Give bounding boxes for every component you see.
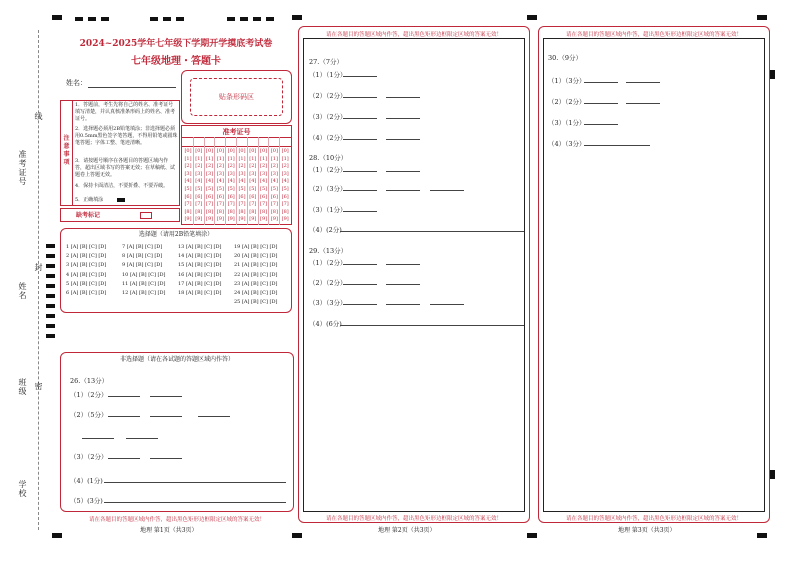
exam-id-digit-bubble[interactable]: [4] (184, 178, 192, 185)
exam-id-digit-bubble[interactable]: [3] (227, 170, 235, 177)
exam-id-digit-bubble[interactable]: [0] (206, 148, 214, 154)
exam-id-digit-bubble[interactable]: [0] (260, 148, 268, 154)
page-footer: 地理 第1页（共3页） (140, 527, 198, 534)
choice-question[interactable]: 5 [A] [B] [C] [D] (66, 280, 107, 287)
answer-line[interactable] (150, 452, 182, 459)
q26-part5: （5）(3分) (70, 497, 103, 505)
answer-line[interactable] (584, 139, 650, 146)
exam-id-digit-bubble[interactable]: [2] (260, 163, 268, 170)
exam-title: 2024~2025学年七年级下学期开学摸底考试卷 (79, 39, 273, 49)
exam-id-digit-bubble[interactable]: [5] (184, 186, 192, 192)
exam-id-digit-bubble[interactable]: [6] (249, 193, 257, 200)
notes-title: 注意事项 (63, 135, 70, 166)
exam-id-digit-bubble[interactable]: [6] (216, 193, 224, 200)
exam-id-digit-bubble[interactable]: [5] (270, 186, 278, 192)
exam-id-digit-bubble[interactable]: [2] (216, 163, 224, 170)
answer-line[interactable] (108, 452, 140, 459)
name-field[interactable] (88, 80, 176, 88)
exam-id-digit-bubble[interactable]: [2] (249, 163, 257, 170)
registration-mark (176, 17, 184, 21)
registration-mark (46, 294, 55, 298)
exam-id-digit-bubble[interactable]: [3] (206, 170, 214, 177)
answer-line[interactable] (626, 97, 660, 104)
exam-id-digit-bubble[interactable]: [3] (238, 170, 246, 177)
exam-id-title: 准考证号 (222, 127, 251, 136)
exam-id-digit-bubble[interactable]: [9] (260, 216, 268, 223)
exam-id-digit-bubble[interactable]: [0] (184, 148, 192, 154)
exam-id-digit-bubble[interactable]: [0] (195, 148, 203, 154)
exam-id-digit-bubble[interactable]: [1] (249, 155, 257, 162)
exam-id-digit-bubble[interactable]: [7] (216, 201, 224, 208)
exam-id-digit-bubble[interactable]: [1] (206, 155, 214, 162)
exam-id-digit-bubble[interactable]: [5] (260, 186, 268, 192)
q28-part3: （3）（1分） (309, 206, 347, 214)
exam-id-digit-bubble[interactable]: [5] (206, 186, 214, 192)
exam-id-digit-bubble[interactable]: [5] (249, 186, 257, 192)
answer-line[interactable] (584, 118, 618, 125)
exam-id-digit-bubble[interactable]: [8] (216, 208, 224, 215)
registration-mark (52, 533, 62, 538)
exam-id-digit-bubble[interactable]: [8] (260, 208, 268, 215)
warning-text: 请在各题目的答题区域内作答，超出黑色矩形边框限定区域的答案无效！ (325, 516, 502, 522)
answer-line[interactable] (150, 390, 182, 397)
exam-id-digit-bubble[interactable]: [3] (195, 170, 203, 177)
name-label: 姓名： (66, 79, 87, 87)
nonchoice-title: 非选择题（请在各试题的答题区域内作答） (119, 356, 234, 363)
exam-id-digit-bubble[interactable]: [4] (206, 178, 214, 185)
answer-line[interactable] (343, 70, 377, 77)
warning-text: 请在各题目的答题区域内作答，超出黑色矩形边框限定区域的答案无效！ (325, 32, 502, 38)
page-footer: 地理 第3页（共3页） (618, 527, 676, 534)
answer-line[interactable] (82, 432, 114, 439)
choice-question[interactable]: 19 [A] [B] [C] [D] (234, 244, 278, 250)
note-1: 1．答题前，考生先将自己的姓名、准考证号填写清楚，并认真核准条形码上的姓名、准考证号。 (75, 102, 176, 122)
answer-line[interactable] (584, 76, 618, 83)
q29-part3: （3）（3分） (309, 299, 347, 307)
exam-id-digit-bubble[interactable]: [6] (195, 193, 203, 200)
q30-part4: （4）（3分） (548, 140, 586, 148)
registration-mark (46, 324, 55, 328)
q28-head: 28.（10分） (309, 154, 348, 162)
answer-line[interactable] (430, 184, 464, 191)
exam-id-digit-bubble[interactable]: [6] (184, 193, 192, 200)
exam-id-digit-bubble[interactable]: [8] (184, 208, 192, 215)
answer-line[interactable] (343, 165, 377, 172)
registration-mark (757, 15, 767, 20)
warning-text: 请在各题目的答题区域内作答，超出黑色矩形边框限定区域的答案无效！ (88, 517, 265, 523)
answer-line[interactable] (584, 97, 618, 104)
filled-example (117, 198, 125, 202)
exam-id-digit-bubble[interactable]: [8] (281, 208, 289, 215)
exam-id-digit-bubble[interactable]: [5] (195, 186, 203, 192)
exam-id-digit-bubble[interactable]: [0] (216, 148, 224, 154)
choice-question[interactable]: 8 [A] [B] [C] [D] (122, 253, 163, 260)
choice-question[interactable]: 4 [A] [B] [C] [D] (66, 271, 107, 278)
choice-question[interactable]: 18 [A] [B] [C] [D] (178, 290, 222, 296)
registration-mark (227, 17, 235, 21)
choice-question[interactable]: 24 [A] [B] [C] [D] (234, 290, 278, 296)
choice-question[interactable]: 13 [A] [B] [C] [D] (178, 244, 222, 250)
exam-id-digit-bubble[interactable]: [2] (270, 163, 278, 170)
exam-id-digit-bubble[interactable]: [7] (195, 201, 203, 208)
answer-line[interactable] (430, 298, 464, 305)
choice-title: 选择题（请用2B铅笔填涂） (138, 231, 214, 238)
registration-mark (101, 17, 109, 21)
registration-mark (150, 17, 158, 21)
answer-line[interactable] (126, 432, 158, 439)
q28-part4: （4）(2分) (309, 226, 342, 234)
exam-id-digit-bubble[interactable]: [7] (270, 201, 278, 208)
choice-question[interactable]: 21 [A] [B] [C] [D] (234, 262, 278, 269)
exam-id-digit-bubble[interactable]: [9] (227, 216, 235, 223)
registration-mark (163, 17, 171, 21)
exam-id-digit-bubble[interactable]: [9] (195, 216, 203, 223)
answer-line[interactable] (343, 133, 377, 140)
q29-part4: （4）(6分) (309, 320, 342, 328)
exam-id-digit-bubble[interactable]: [7] (249, 201, 257, 208)
exam-id-digit-bubble[interactable]: [9] (184, 216, 192, 223)
exam-id-digit-bubble[interactable]: [8] (270, 208, 278, 215)
exam-id-digit-bubble[interactable]: [3] (270, 170, 278, 177)
exam-id-digit-bubble[interactable]: [4] (238, 178, 246, 185)
q26-head: 26.（13分） (70, 377, 109, 385)
q27-part1: （1）（1分） (309, 71, 347, 79)
note-3: 3．请按题号顺序在各题目的答题区域内作答，超出区域书写的答案无效；在草稿纸、试题卷上答题无效。 (75, 158, 176, 178)
exam-id-digit-bubble[interactable]: [4] (270, 178, 278, 185)
exam-id-digit-bubble[interactable]: [8] (195, 208, 203, 215)
answer-line[interactable] (343, 278, 377, 285)
warning-text: 请在各题目的答题区域内作答，超出黑色矩形边框限定区域的答案无效！ (565, 32, 742, 38)
exam-id-digit-bubble[interactable]: [7] (206, 201, 214, 208)
choice-question[interactable]: 9 [A] [B] [C] [D] (122, 262, 163, 269)
barcode-label: 贴条形码区 (219, 93, 254, 101)
notes-divider (72, 100, 73, 206)
exam-id-digit-bubble[interactable]: [6] (260, 193, 268, 200)
answer-line[interactable] (343, 258, 377, 265)
exam-id-digit-bubble[interactable]: [6] (227, 193, 235, 200)
registration-mark (292, 15, 302, 20)
registration-mark (46, 244, 55, 248)
side-class-label: 班级 (18, 378, 27, 396)
q27-head: 27.（7分） (309, 58, 343, 66)
exam-id-digit-bubble[interactable]: [9] (281, 216, 289, 223)
exam-id-digit-bubble[interactable]: [2] (206, 163, 214, 170)
q29-head: 29.（13分） (309, 247, 348, 255)
registration-mark (46, 304, 55, 308)
exam-id-digit-bubble[interactable]: [1] (195, 155, 203, 162)
q27-part4: （4）（2分） (309, 134, 347, 142)
exam-id-digit-bubble[interactable]: [2] (227, 163, 235, 170)
exam-id-digit-bubble[interactable]: [9] (216, 216, 224, 223)
choice-question[interactable]: 12 [A] [B] [C] [D] (122, 290, 166, 296)
choice-question[interactable]: 23 [A] [B] [C] [D] (234, 280, 278, 287)
registration-mark (757, 533, 767, 538)
exam-id-digit-bubble[interactable]: [3] (281, 170, 289, 177)
registration-mark (240, 17, 248, 21)
answer-line[interactable] (386, 165, 420, 172)
exam-id-digit-bubble[interactable]: [4] (216, 178, 224, 185)
exam-id-digit-bubble[interactable]: [0] (249, 148, 257, 154)
registration-mark (527, 533, 537, 538)
registration-mark (75, 17, 83, 21)
exam-id-digit-bubble[interactable]: [3] (184, 170, 192, 177)
q27-part3: （3）（2分） (309, 113, 347, 121)
exam-id-digit-bubble[interactable]: [3] (216, 170, 224, 177)
registration-mark (46, 284, 55, 288)
exam-id-digit-bubble[interactable]: [9] (206, 216, 214, 223)
exam-id-digit-bubble[interactable]: [3] (260, 170, 268, 177)
registration-mark (46, 264, 55, 268)
exam-id-digit-bubble[interactable]: [2] (238, 163, 246, 170)
choice-question[interactable]: 22 [A] [B] [C] [D] (234, 271, 278, 278)
answer-line[interactable] (386, 112, 420, 119)
exam-id-digit-bubble[interactable]: [4] (227, 178, 235, 185)
answer-line[interactable] (104, 476, 286, 483)
q29-part2: （2）（2分） (309, 279, 347, 287)
exam-id-digit-bubble[interactable]: [6] (270, 193, 278, 200)
answer-line[interactable] (343, 205, 377, 212)
answer-line[interactable] (343, 91, 377, 98)
exam-id-digit-bubble[interactable]: [7] (184, 201, 192, 208)
exam-id-digit-bubble[interactable]: [2] (184, 163, 192, 170)
choice-question[interactable]: 14 [A] [B] [C] [D] (178, 253, 222, 260)
exam-id-digit-bubble[interactable]: [1] (270, 155, 278, 162)
answer-line[interactable] (386, 91, 420, 98)
exam-id-digit-bubble[interactable]: [6] (238, 193, 246, 200)
q30-part2: （2）（2分） (548, 98, 586, 106)
choice-question[interactable]: 1 [A] [B] [C] [D] (66, 244, 107, 250)
exam-id-digit-bubble[interactable]: [8] (249, 208, 257, 215)
q27-part2: （2）（2分） (309, 92, 347, 100)
q30-head: 30.（9分） (548, 54, 582, 62)
q26-part4: （4）(1分) (70, 477, 103, 485)
answer-line[interactable] (340, 225, 524, 232)
exam-id-digit-bubble[interactable]: [2] (195, 163, 203, 170)
exam-id-digit-bubble[interactable]: [0] (270, 148, 278, 154)
q26-part1: （1）（2分） (70, 391, 108, 399)
page-footer: 地理 第2页（共3页） (378, 527, 436, 534)
q28-part2: （2）（3分） (309, 185, 347, 193)
side-exam-no-label: 准考证号 (18, 150, 27, 186)
absent-checkbox[interactable] (140, 212, 152, 219)
choice-question[interactable]: 6 [A] [B] [C] [D] (66, 290, 107, 296)
q26-part2: （2）（5分） (70, 411, 108, 419)
exam-id-digit-bubble[interactable]: [1] (260, 155, 268, 162)
choice-question[interactable]: 17 [A] [B] [C] [D] (178, 280, 222, 287)
answer-line[interactable] (386, 133, 420, 140)
exam-id-digit-bubble[interactable]: [0] (227, 148, 235, 154)
q30-part1: （1）（3分） (548, 77, 586, 85)
choice-question[interactable]: 2 [A] [B] [C] [D] (66, 253, 107, 260)
q29-part1: （1）（2分） (309, 259, 347, 267)
exam-id-digit-bubble[interactable]: [4] (281, 178, 289, 185)
exam-id-digit-bubble[interactable]: [8] (206, 208, 214, 215)
answer-line[interactable] (150, 410, 182, 417)
note-5: 5．正确填涂 (75, 197, 104, 203)
choice-question[interactable]: 20 [A] [B] [C] [D] (234, 253, 278, 260)
exam-id-digit-bubble[interactable]: [3] (249, 170, 257, 177)
warning-text: 请在各题目的答题区域内作答，超出黑色矩形边框限定区域的答案无效！ (565, 516, 742, 522)
registration-mark (253, 17, 261, 21)
exam-id-digit-bubble[interactable]: [7] (260, 201, 268, 208)
cut-mark-line: 线 (34, 112, 43, 121)
choice-question[interactable]: 15 [A] [B] [C] [D] (178, 262, 222, 269)
choice-question[interactable]: 3 [A] [B] [C] [D] (66, 262, 107, 269)
answer-line[interactable] (386, 278, 420, 285)
registration-mark (46, 254, 55, 258)
registration-mark (46, 274, 55, 278)
exam-id-digit-bubble[interactable]: [8] (238, 208, 246, 215)
choice-question[interactable]: 11 [A] [B] [C] [D] (122, 280, 166, 287)
exam-id-digit-bubble[interactable]: [7] (227, 201, 235, 208)
card-title: 七年级地理・答题卡 (131, 56, 221, 67)
registration-mark (292, 533, 302, 538)
registration-mark (266, 17, 274, 21)
answer-line[interactable] (198, 410, 230, 417)
exam-id-digit-bubble[interactable]: [5] (227, 186, 235, 192)
registration-mark (52, 15, 62, 20)
exam-id-digit-bubble[interactable]: [8] (227, 208, 235, 215)
answer-line[interactable] (386, 258, 420, 265)
q26-part3: （3）（2分） (70, 453, 108, 461)
q28-part1: （1）（2分） (309, 166, 347, 174)
exam-id-digit-bubble[interactable]: [4] (195, 178, 203, 185)
answer-line[interactable] (104, 496, 286, 503)
choice-question[interactable]: 10 [A] [B] [C] [D] (122, 271, 166, 278)
exam-id-digit-bubble[interactable]: [6] (206, 193, 214, 200)
cut-mark-secret: 密 (34, 382, 43, 391)
choice-question[interactable]: 7 [A] [B] [C] [D] (122, 244, 163, 250)
exam-id-digit-bubble[interactable]: [7] (238, 201, 246, 208)
answer-line[interactable] (343, 112, 377, 119)
answer-line[interactable] (340, 319, 524, 326)
answer-line[interactable] (108, 390, 140, 397)
registration-mark (770, 70, 775, 79)
side-name-label: 姓名 (18, 282, 27, 300)
choice-question[interactable]: 16 [A] [B] [C] [D] (178, 271, 222, 278)
exam-id-digit-bubble[interactable]: [1] (184, 155, 192, 162)
answer-line[interactable] (626, 76, 660, 83)
registration-mark (770, 470, 775, 479)
answer-line[interactable] (108, 410, 140, 417)
exam-id-digit-bubble[interactable]: [6] (281, 193, 289, 200)
answer-line[interactable] (386, 298, 420, 305)
answer-line[interactable] (343, 298, 377, 305)
answer-region (303, 38, 525, 512)
exam-id-digit-bubble[interactable]: [4] (260, 178, 268, 185)
exam-id-digit-bubble[interactable]: [1] (216, 155, 224, 162)
choice-question[interactable]: 25 [A] [B] [C] [D] (234, 299, 278, 306)
exam-id-digit-bubble[interactable]: [5] (238, 186, 246, 192)
registration-mark (527, 15, 537, 20)
exam-id-digit-bubble[interactable]: [1] (227, 155, 235, 162)
exam-id-digit-bubble[interactable]: [9] (249, 216, 257, 223)
exam-id-digit-bubble[interactable]: [7] (281, 201, 289, 208)
exam-id-digit-bubble[interactable]: [5] (216, 186, 224, 192)
registration-mark (46, 314, 55, 318)
q30-part3: （3）（1分） (548, 119, 586, 127)
exam-id-digit-bubble[interactable]: [5] (281, 186, 289, 192)
note-2: 2．选择题必须用2B铅笔填涂；非选择题必须用0.5mm黑色签字笔答题，不得用铅笔或圆珠笔答题；字体工整、笔迹清晰。 (75, 126, 178, 146)
exam-id-digit-bubble[interactable]: [0] (281, 148, 289, 154)
exam-id-digit-bubble[interactable]: [0] (238, 148, 246, 154)
exam-id-digit-bubble[interactable]: [9] (238, 216, 246, 223)
exam-id-digit-bubble[interactable]: [4] (249, 178, 257, 185)
exam-id-digit-bubble[interactable]: [2] (281, 163, 289, 170)
answer-region (543, 38, 765, 512)
answer-line[interactable] (343, 184, 377, 191)
side-school-label: 学校 (18, 480, 27, 498)
exam-id-digit-bubble[interactable]: [9] (270, 216, 278, 223)
absent-label: 缺考标记 (76, 212, 101, 219)
exam-id-digit-bubble[interactable]: [1] (238, 155, 246, 162)
registration-mark (46, 334, 55, 338)
registration-mark (88, 17, 96, 21)
cut-mark-seal: 封 (34, 263, 43, 272)
exam-id-digit-bubble[interactable]: [1] (281, 155, 289, 162)
note-4: 4．保持卡面清洁，不要折叠、不要弄破。 (75, 183, 169, 189)
binding-line (38, 30, 39, 530)
answer-line[interactable] (386, 184, 420, 191)
